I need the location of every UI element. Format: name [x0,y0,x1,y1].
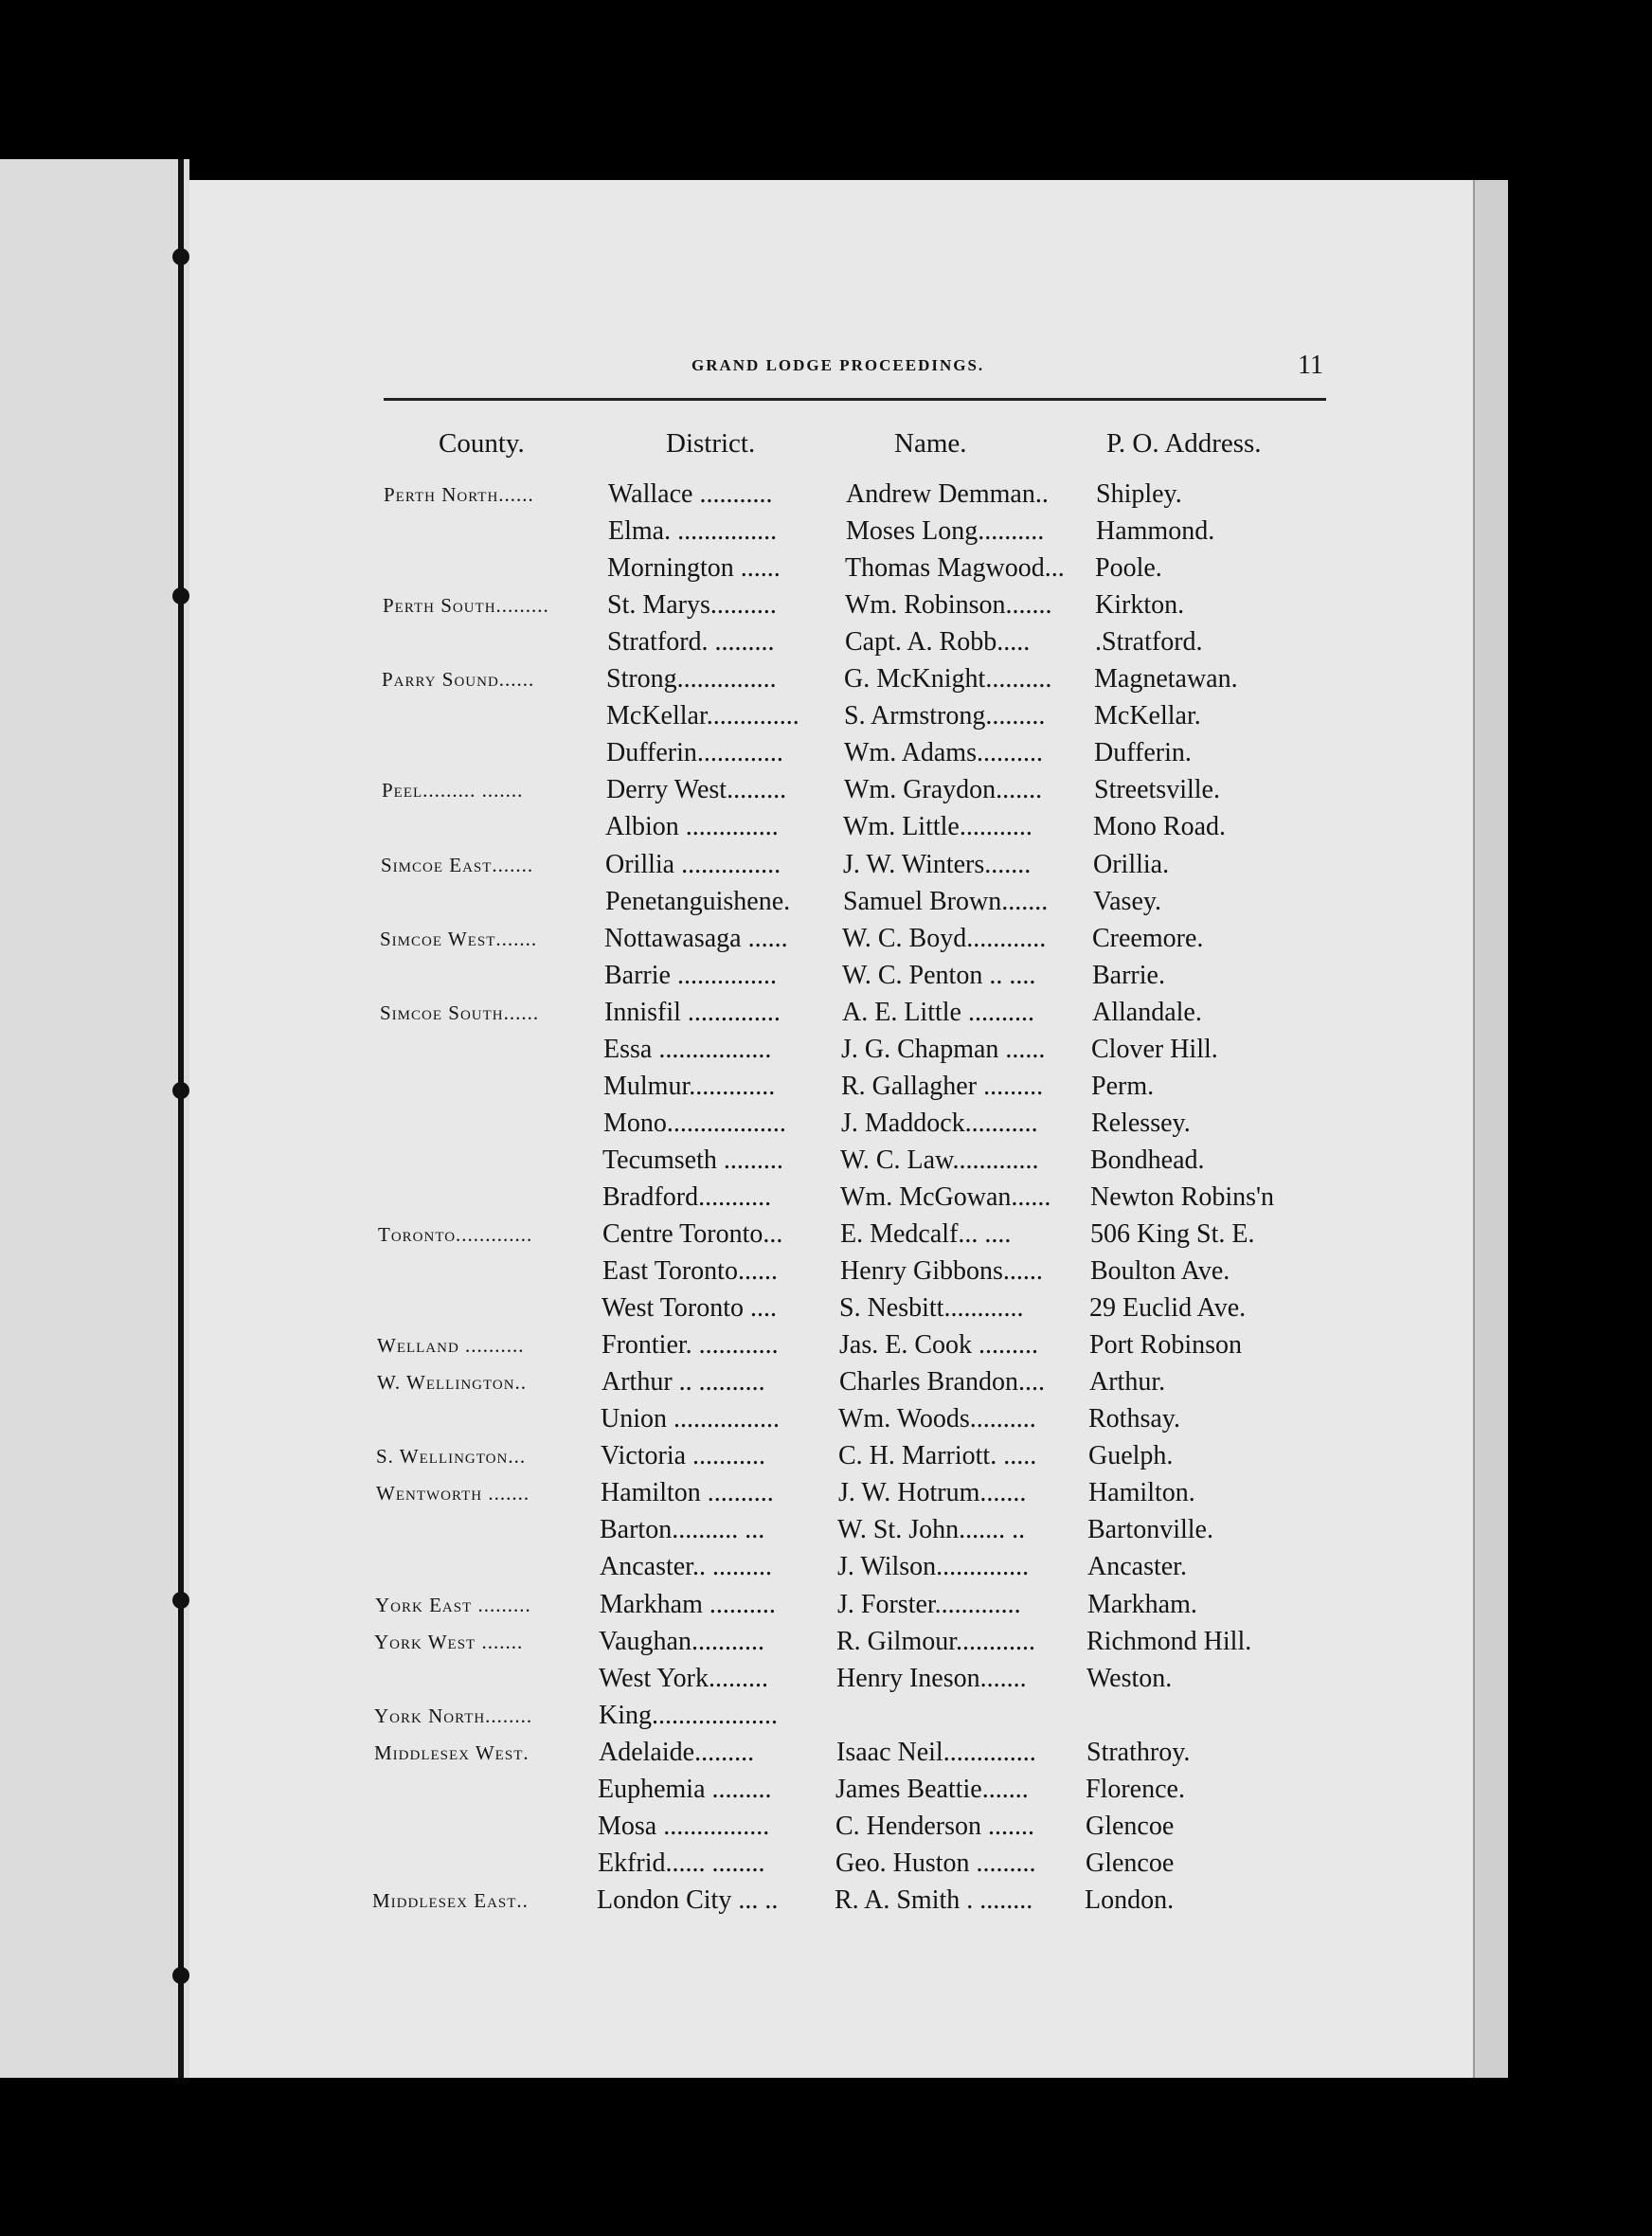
name-cell: Henry Ineson....... [836,1664,1027,1693]
table-row [0,809,1652,845]
table-row [0,847,1652,883]
name-cell: Henry Gibbons...... [840,1256,1043,1286]
address-cell: Dufferin. [1094,738,1192,767]
county-cell: Welland .......... [377,1334,525,1357]
county-cell: York North........ [374,1704,533,1727]
address-cell: .Stratford. [1095,627,1203,657]
district-cell: Euphemia ......... [598,1775,772,1804]
name-cell: W. C. Boyd............ [842,924,1047,953]
district-cell: Stratford. ......... [607,627,775,657]
address-cell: Weston. [1086,1664,1173,1693]
name-cell: J. G. Chapman ...... [841,1035,1046,1064]
district-cell: King................... [599,1701,778,1730]
address-cell: Mono Road. [1093,812,1226,841]
binding-stitch [172,1967,189,1984]
table-row [0,1772,1652,1808]
address-cell: Poole. [1095,553,1162,583]
address-cell: Shipley. [1096,479,1182,509]
table-row [0,772,1652,808]
name-cell: S. Nesbitt............ [839,1293,1024,1323]
table-row [0,587,1652,623]
district-cell: McKellar.............. [606,701,799,730]
binding-stitch [172,248,189,265]
name-cell: Charles Brandon.... [839,1367,1045,1397]
name-cell: E. Medcalf... .... [840,1219,1012,1249]
address-cell: Markham. [1087,1590,1197,1619]
name-cell: Wm. McGowan...... [840,1182,1051,1212]
table-row [0,1475,1652,1511]
table-row [0,1290,1652,1326]
table-row [0,1661,1652,1697]
district-cell: Markham .......... [600,1590,776,1619]
name-cell: Andrew Demman.. [846,479,1049,509]
table-row [0,1253,1652,1289]
name-cell: Capt. A. Robb..... [845,627,1031,657]
county-cell: Middlesex East.. [372,1889,529,1912]
address-cell: Arthur. [1089,1367,1166,1397]
table-row [0,1735,1652,1771]
district-cell: Orillia ............... [605,850,781,879]
table-row [0,1587,1652,1623]
header-rule [384,398,1326,401]
table-row [0,1438,1652,1474]
district-cell: Derry West......... [606,775,787,804]
table-row [0,1549,1652,1585]
address-cell: Guelph. [1088,1441,1174,1470]
table-row [0,1106,1652,1142]
district-cell: Mulmur............. [603,1072,776,1101]
address-cell: Hamilton. [1088,1478,1195,1507]
table-row [0,477,1652,513]
address-cell: London. [1085,1885,1175,1915]
name-cell: J. W. Hotrum....... [838,1478,1027,1507]
table-row [0,1143,1652,1179]
table-row [0,1809,1652,1845]
county-cell: Wentworth ....... [376,1482,530,1505]
name-cell: R. Gilmour............ [836,1627,1036,1656]
name-cell: G. McKnight.......... [844,664,1052,694]
name-cell: C. H. Marriott. ..... [838,1441,1037,1470]
district-cell: Bradford........... [602,1182,772,1212]
name-cell: Wm. Adams.......... [844,738,1043,767]
district-cell: Frontier. ............ [602,1330,779,1360]
county-cell: Simcoe West....... [380,928,538,950]
name-cell: J. Wilson.............. [837,1552,1030,1581]
district-cell: Arthur .. .......... [602,1367,765,1397]
name-cell: J. W. Winters....... [843,850,1032,879]
name-cell: R. A. Smith . ........ [835,1885,1033,1915]
district-cell: Adelaide......... [599,1738,755,1767]
name-cell: R. Gallagher ......... [841,1072,1044,1101]
table-row [0,1512,1652,1548]
county-cell: Perth North...... [384,483,534,506]
table-row [0,958,1652,994]
district-cell: Barton.......... ... [600,1515,765,1544]
address-cell: Port Robinson [1089,1330,1243,1360]
name-cell: Jas. E. Cook ......... [839,1330,1038,1360]
name-cell: Samuel Brown....... [843,887,1049,916]
address-cell: Barrie. [1092,961,1165,990]
name-cell: Wm. Woods.......... [838,1404,1036,1434]
district-cell: Hamilton .......... [601,1478,774,1507]
table-row [0,921,1652,957]
district-cell: Penetanguishene. [605,887,791,916]
running-head: GRAND LODGE PROCEEDINGS. [691,356,985,374]
table-row [0,661,1652,697]
table-row [0,624,1652,660]
district-cell: Wallace ........... [608,479,773,509]
address-cell: Florence. [1086,1775,1185,1804]
column-header-county: County. [439,428,525,459]
table-row [0,995,1652,1031]
district-cell: Ekfrid...... ........ [598,1848,765,1878]
table-row [0,1180,1652,1216]
name-cell: Geo. Huston ......... [835,1848,1036,1878]
address-cell: Bondhead. [1090,1145,1205,1175]
name-cell: W. C. Law............. [840,1145,1039,1175]
district-cell: Essa ................. [603,1035,772,1064]
table-row [0,1846,1652,1882]
district-cell: Victoria ........... [601,1441,766,1470]
name-cell: W. C. Penton .. .... [842,961,1036,990]
district-cell: Nottawasaga ...... [604,924,788,953]
district-cell: Barrie ............... [604,961,777,990]
district-cell: East Toronto...... [602,1256,778,1286]
district-cell: St. Marys.......... [607,590,777,620]
table-row [0,1069,1652,1105]
address-cell: Strathroy. [1086,1738,1191,1767]
district-cell: Dufferin............. [606,738,783,767]
name-cell: Moses Long.......... [846,516,1045,546]
county-cell: York East ......... [375,1594,531,1616]
county-cell: Toronto............. [378,1223,533,1246]
name-cell: C. Henderson ....... [835,1812,1034,1841]
district-cell: Mosa ................ [598,1812,770,1841]
name-cell: A. E. Little .......... [842,998,1034,1027]
address-cell: Perm. [1091,1072,1155,1101]
county-cell: Simcoe East....... [381,854,534,876]
table-row [0,1327,1652,1363]
district-cell: Union ................ [601,1404,780,1434]
table-row [0,1624,1652,1660]
address-cell: Relessey. [1091,1109,1191,1138]
district-cell: Vaughan........... [599,1627,764,1656]
column-header-district: District. [666,428,756,459]
address-cell: Bartonville. [1087,1515,1213,1544]
name-cell: Wm. Little........... [843,812,1032,841]
name-cell: J. Maddock........... [841,1109,1038,1138]
address-cell: 506 King St. E. [1090,1219,1255,1249]
address-cell: Rothsay. [1088,1404,1180,1434]
county-cell: York West ....... [374,1631,524,1653]
name-cell: Wm. Graydon....... [844,775,1043,804]
address-cell: 29 Euclid Ave. [1089,1293,1247,1323]
table-row [0,514,1652,550]
address-cell: Hammond. [1096,516,1215,546]
district-cell: Strong............... [606,664,777,694]
table-row [0,884,1652,920]
address-cell: Newton Robins'n [1090,1182,1275,1212]
table-row [0,1401,1652,1437]
address-cell: Kirkton. [1095,590,1185,620]
table-row [0,1364,1652,1400]
address-cell: Richmond Hill. [1086,1627,1252,1656]
page-number: 11 [1298,351,1323,380]
address-cell: Clover Hill. [1091,1035,1218,1064]
county-cell: Simcoe South...... [380,1001,540,1024]
county-cell: Parry Sound...... [382,668,535,691]
address-cell: Ancaster. [1087,1552,1187,1581]
table-row [0,1883,1652,1919]
address-cell: Creemore. [1092,924,1204,953]
county-cell: S. Wellington... [376,1445,527,1468]
address-cell: Magnetawan. [1094,664,1238,694]
district-cell: London City ... .. [597,1885,779,1915]
address-cell: McKellar. [1094,701,1201,730]
name-cell: Isaac Neil.............. [836,1738,1036,1767]
district-cell: Ancaster.. ......... [600,1552,772,1581]
address-cell: Allandale. [1092,998,1202,1027]
column-header-address: P. O. Address. [1106,428,1262,459]
table-row [0,550,1652,586]
address-cell: Orillia. [1093,850,1170,879]
district-cell: Mornington ...... [607,553,781,583]
table-row [0,698,1652,734]
district-cell: Mono.................. [603,1109,786,1138]
county-cell: Perth South......... [383,594,549,617]
table-row [0,1217,1652,1253]
name-cell: J. Forster............. [837,1590,1021,1619]
district-cell: West Toronto .... [602,1293,778,1323]
district-cell: Albion .............. [605,812,779,841]
district-cell: Elma. ............... [608,516,778,546]
column-header-name: Name. [894,428,967,459]
county-cell: Middlesex West. [374,1741,530,1764]
table-row [0,1698,1652,1734]
name-cell: Thomas Magwood... [845,553,1065,583]
district-cell: Centre Toronto... [602,1219,783,1249]
address-cell: Streetsville. [1094,775,1220,804]
county-cell: W. Wellington.. [377,1371,528,1394]
name-cell: James Beattie....... [835,1775,1029,1804]
name-cell: W. St. John....... .. [837,1515,1026,1544]
district-cell: Tecumseth ......... [602,1145,783,1175]
table-row [0,735,1652,771]
address-cell: Glencoe [1086,1812,1175,1841]
name-cell: S. Armstrong......... [844,701,1046,730]
district-cell: Innisfil .............. [604,998,781,1027]
address-cell: Boulton Ave. [1090,1256,1230,1286]
table-row [0,1032,1652,1068]
address-cell: Glencoe [1086,1848,1175,1878]
district-cell: West York......... [599,1664,768,1693]
county-cell: Peel......... ....... [382,779,524,802]
name-cell: Wm. Robinson....... [845,590,1052,620]
address-cell: Vasey. [1093,887,1162,916]
